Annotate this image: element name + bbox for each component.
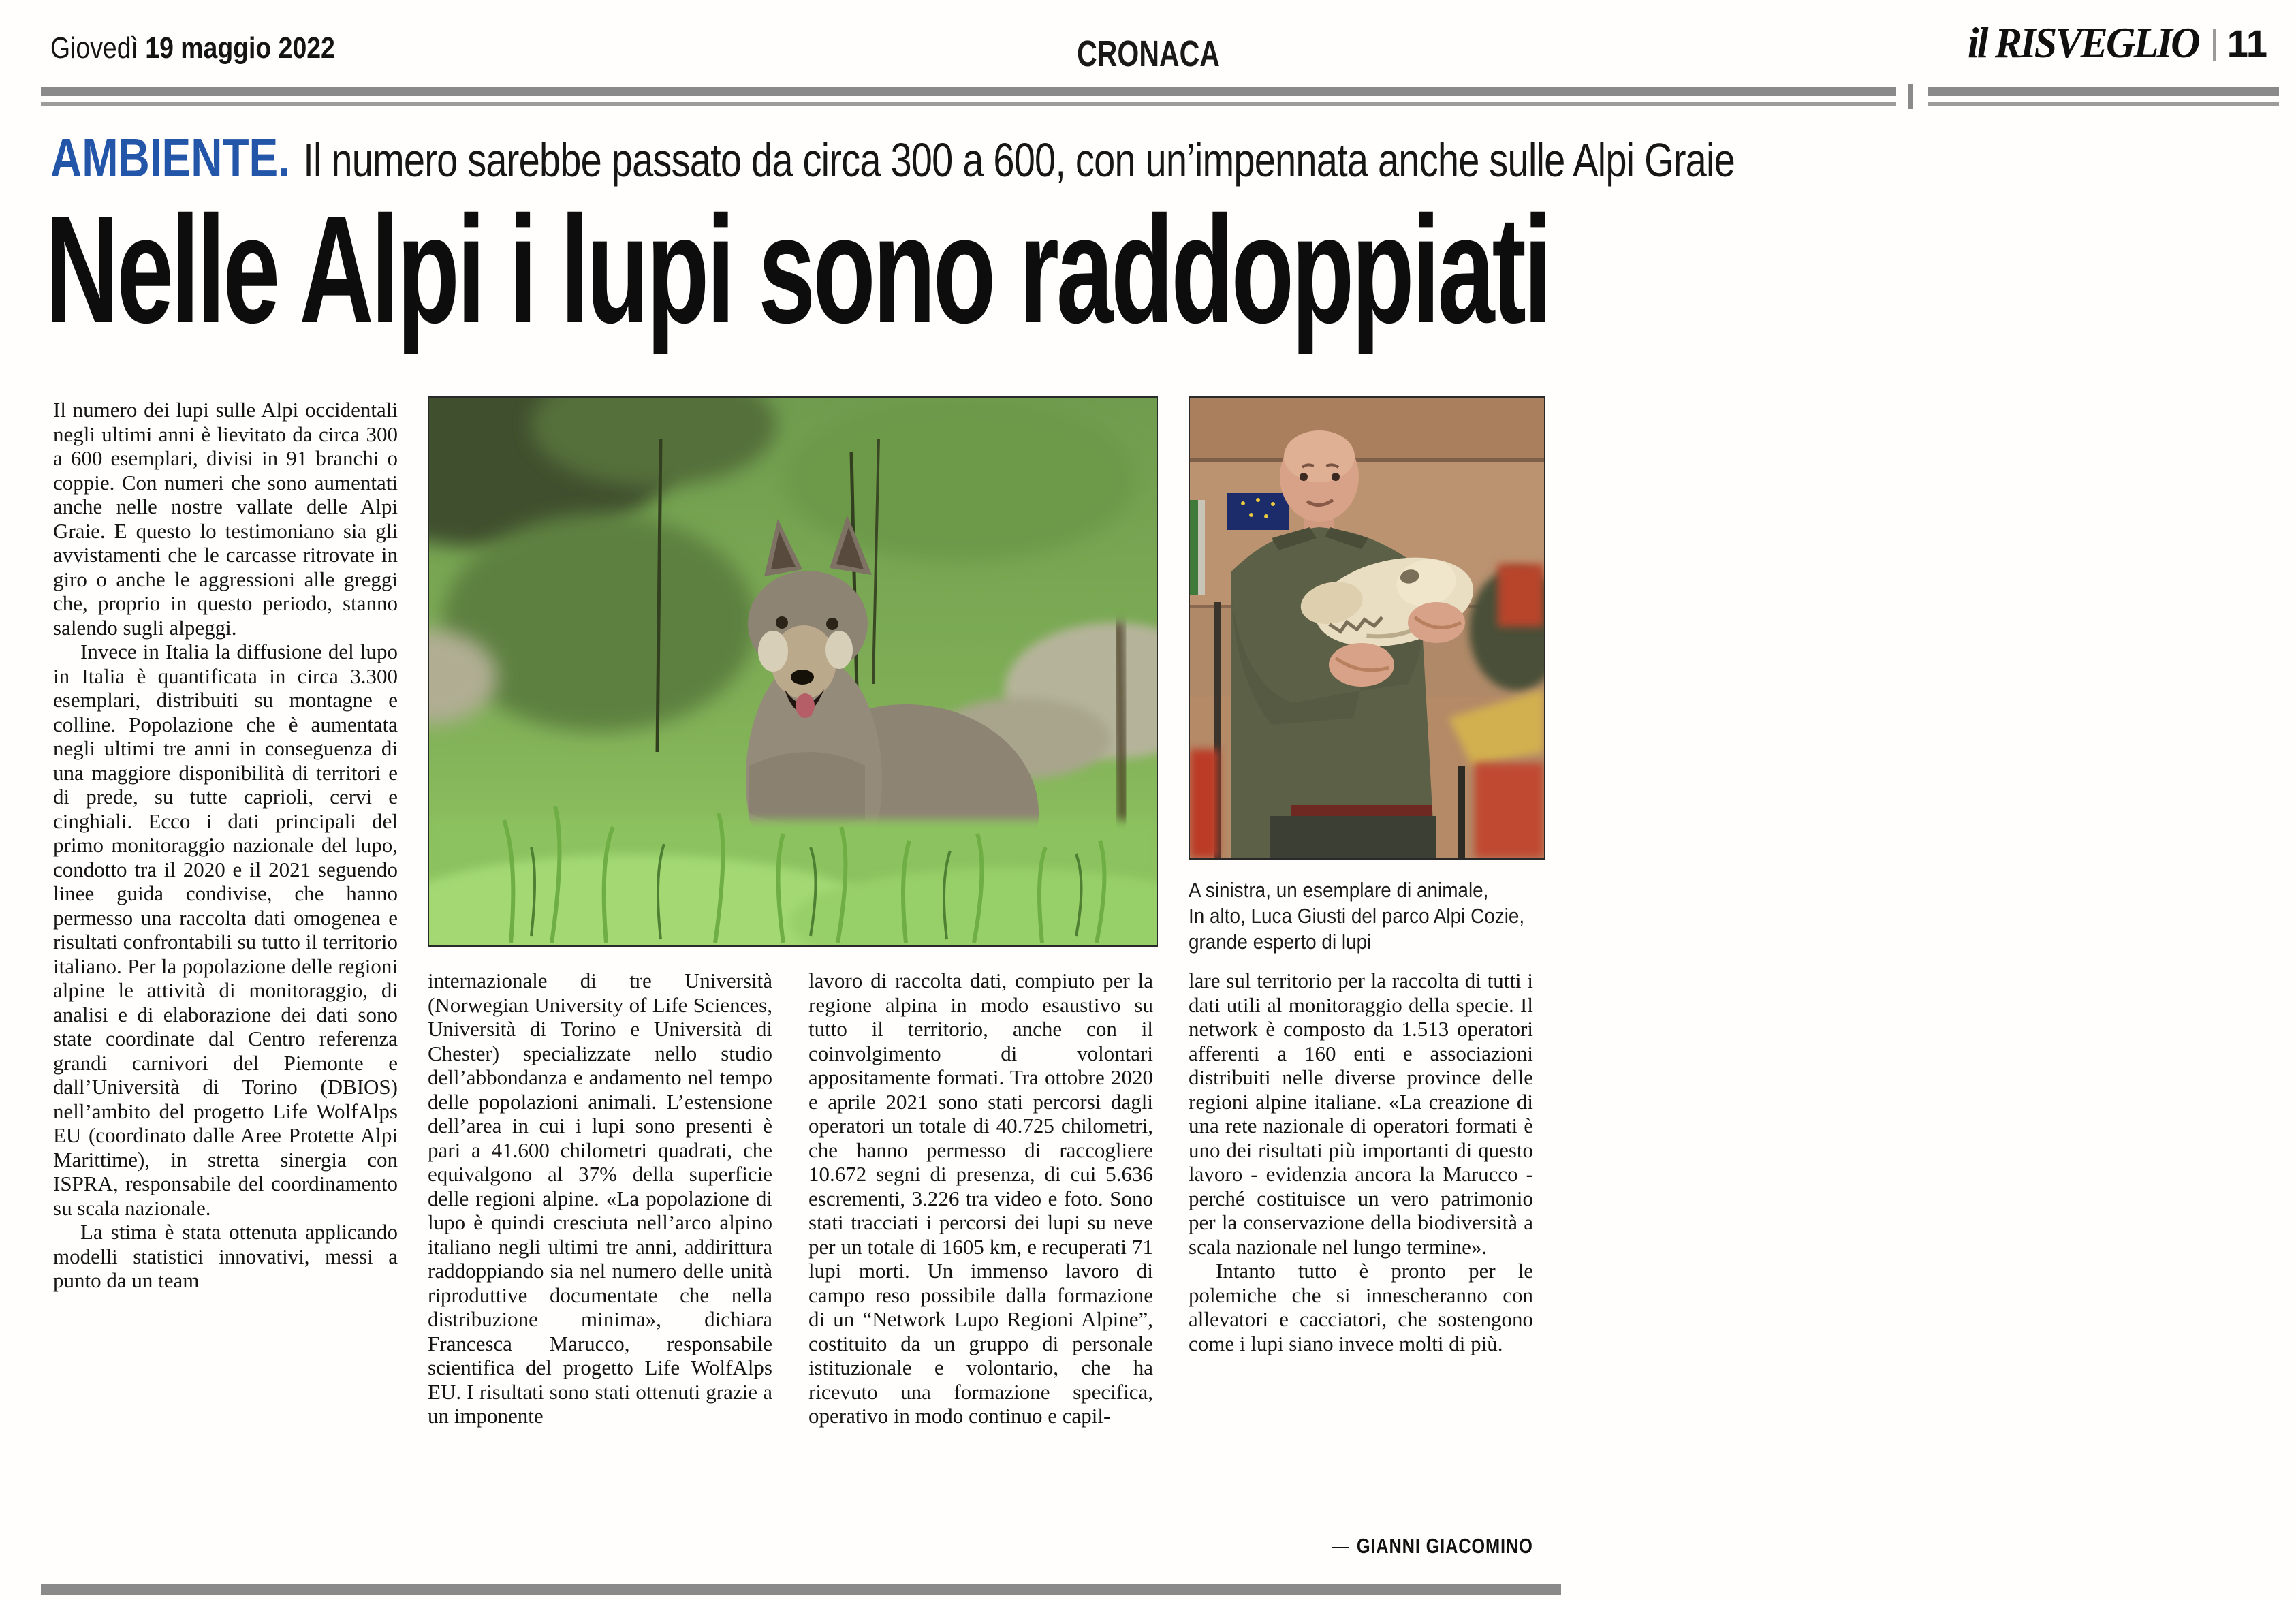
expert-illustration — [1190, 398, 1544, 858]
header-rule-thin-left — [41, 102, 1896, 106]
expert-photo — [1189, 396, 1545, 860]
article-column-3 — [808, 969, 1153, 1428]
byline-name: GIANNI GIACOMINO — [1357, 1534, 1533, 1558]
kicker — [50, 127, 1735, 189]
article-paragraph: internazionale di tre Università (Norwegian University of Life Sciences, Università di Torino e Università di Chester) specializzate nello studio dell’abbondanza e andamento nel tempo delle popolazioni animali. L’estensione dell’area in cui i lupi sono presenti è pari a 41.600 chilometri quadrati, che equivalgono al 37% della superficie delle regioni alpine. «La popolazione di lupo è quindi cresciuta nell’arco alpino italiano negli ultimi tre anni, addirittura raddoppiando sia nel numero delle unità riproduttive documentate che nella distribuzione minima», dichiara Francesca Marucco, responsabile scientifica del progetto Life WolfAlps EU. I risultati sono stati ottenuti grazie a un imponente — [428, 969, 772, 1428]
bottom-rule — [41, 1584, 1561, 1595]
article-column-4 — [1189, 969, 1533, 1355]
article-paragraph: Invece in Italia la diffusione del lupo in Italia è quantificata in circa 3.300 esemplari, distribuiti su montagne e colline. Popolazione che è aumentata negli ultimi tre anni in conseguenza di una maggiore disponibilità di territori e di prede, su tutte caprioli, cervi e cinghiali. Ecco i dati principali del primo monitoraggio nazionale del lupo, condotto tra il 2020 e il 2021 seguendo linee guida condivise, che hanno permesso una raccolta dati omogenea e risultati confrontabili su tutto il territorio italiano. Per la popolazione delle regioni alpine le attività di monitoraggio, di analisi e di elaborazione dei dati sono state coordinate dal Centro referenza grandi carnivori del Piemonte e dall’Università di Torino (DBIOS) nell’ambito del progetto Life WolfAlps EU (coordinato dalle Aree Protette Alpi Marittime), in stretta sinergia con ISPRA, responsabile del coordinamento su scala nazionale. — [53, 640, 398, 1220]
photo-caption — [1189, 877, 1581, 955]
article-paragraph: lare sul territorio per la raccolta di tutti i dati utili al monitoraggio della specie. Il network è composto da 1.513 operatori afferenti a 160 enti e associazioni distribuiti nelle diverse province delle regioni alpine italiane. «La creazione di una rete nazionale di operatori formati è uno dei risultati più importanti di questo lavoro - evidenzia ancora la Marucco - perché costituisce un vero patrimonio per la conservazione della biodiversità a scala nazionale nel lungo termine». — [1189, 969, 1533, 1259]
date-weekday: Giovedì — [50, 31, 138, 65]
date-value: 19 maggio 2022 — [145, 31, 335, 65]
byline — [1189, 1534, 1533, 1558]
caption-line: grande esperto di lupi — [1189, 930, 1372, 954]
masthead-logo: il RISVEGLIO — [1968, 18, 2199, 67]
section-title: CRONACA — [1076, 33, 1220, 74]
masthead-divider — [2213, 29, 2216, 61]
article-paragraph: La stima è stata ottenuta applicando modelli statistici innovativi, messi a punto da un team — [53, 1220, 398, 1292]
header-rule-thick-left — [41, 87, 1896, 96]
header-rule-tick — [1908, 84, 1913, 109]
page-number: 11 — [2227, 21, 2267, 65]
byline-dash: — — [1332, 1534, 1349, 1558]
wolf-illustration — [429, 398, 1157, 945]
kicker-label: AMBIENTE. — [50, 127, 290, 188]
masthead — [1960, 18, 2267, 68]
header-rule-thick-right — [1928, 87, 2279, 96]
kicker-text: Il numero sarebbe passato da circa 300 a 600, con un’impennata anche sulle Alpi Graie — [303, 134, 1735, 187]
header-rule-thin-right — [1928, 102, 2279, 106]
article-column-1 — [53, 398, 398, 1293]
wolf-photo — [428, 396, 1158, 947]
headline: Nelle Alpi i lupi sono raddoppiati — [45, 185, 1550, 355]
article-column-2 — [428, 969, 772, 1428]
caption-line: A sinistra, un esemplare di animale, — [1189, 878, 1489, 902]
article-paragraph: Il numero dei lupi sulle Alpi occidentali negli ultimi anni è lievitato da circa 300 a 600 esemplari, divisi in 91 branchi o coppie. Con numeri che sono aumentati anche nelle nostre vallate delle Alpi Graie. E questo lo testimoniano sia gli avvistamenti che le carcasse ritrovate in giro o anche le aggressioni alle greggi che, proprio in questo periodo, stanno salendo sugli alpeggi. — [53, 398, 398, 640]
foreground-grass — [429, 806, 1157, 945]
article-paragraph: lavoro di raccolta dati, compiuto per la regione alpina in modo esaustivo su tutto il territorio, anche con il coinvolgimento di volontari appositamente formati. Tra ottobre 2020 e aprile 2021 sono stati percorsi dagli operatori un totale di 40.725 chilometri, che hanno permesso di raccogliere 10.672 segni di presenza, di cui 5.636 escrementi, 3.226 tra video e foto. Sono stati tracciati i percorsi dei lupi su neve per un totale di 1605 km, e recuperati 71 lupi morti. Un immenso lavoro di campo reso possibile dalla formazione di un “Network Lupo Regioni Alpine”, costituito da un gruppo di personale istituzionale e volontario, che ha ricevuto una formazione specifica, operativo in modo continuo e capil- — [808, 969, 1153, 1428]
caption-line: In alto, Luca Giusti del parco Alpi Cozie, — [1189, 904, 1525, 928]
article-paragraph: Intanto tutto è pronto per le polemiche che si innescheranno con allevatori e cacciatori, che sostengono come i lupi siano invece molti di più. — [1189, 1259, 1533, 1355]
